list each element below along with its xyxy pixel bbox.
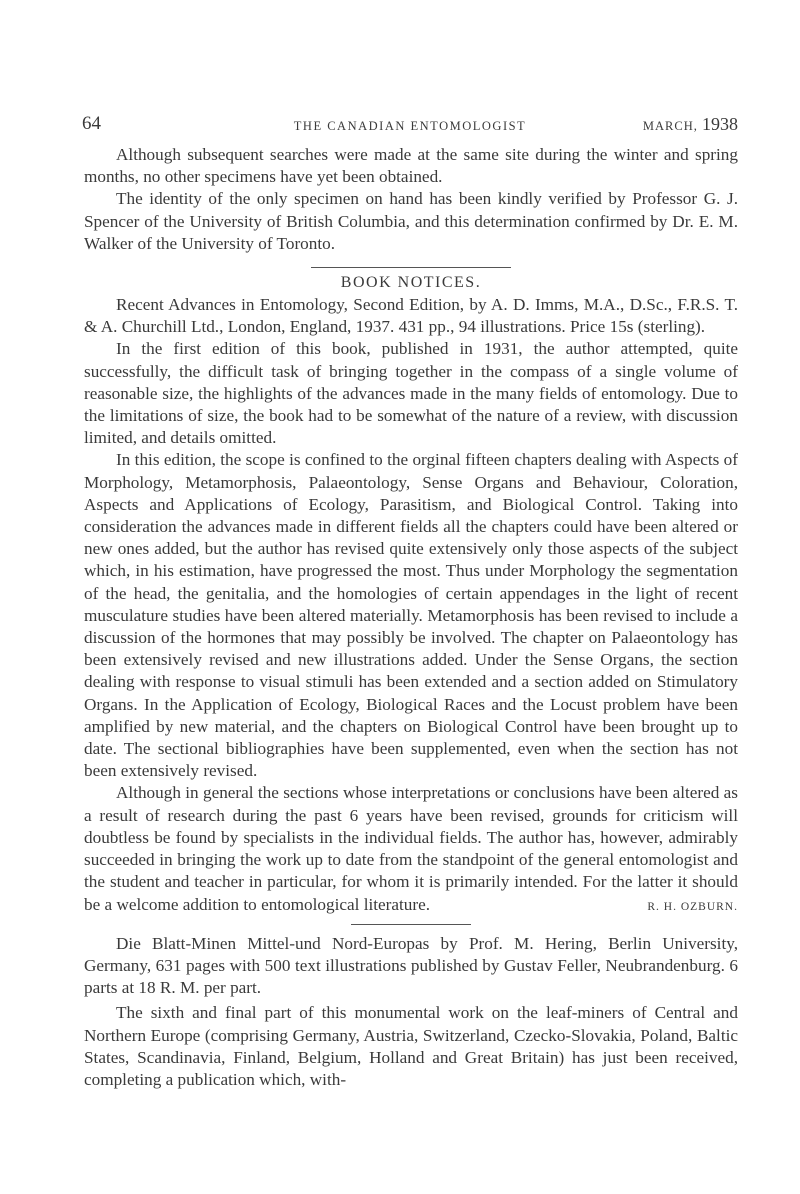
review-paragraph-text: Although in general the sections whose interpretations or conclusions have been altered as a result of research during the past 6 years have been revised, grounds for criticism will doubtless be found by specialists in the individual fields. The author has, however, admirably succeeded in bringing the work up to date from the standpoint of the general entomologist and the student and teacher in particular, for whom it is primarily intended. For the latter it should be a welcome addition to entomological literature.: [84, 783, 738, 914]
article-body: [84, 144, 738, 1091]
page-number: 64: [82, 113, 101, 134]
review-paragraph: In this edition, the scope is confined to the orginal fifteen chapters dealing with Aspects of Morphology, Metamorphosis, Palaeontology, Sense Organs and Behaviour, Coloration, Aspects and Applications of Ecology, Parasitism, and Biological Control. Taking into consideration the advances made in different fields all the chapters could have been altered or new ones added, but the author has revised quite extensively only those aspects of the subject which, in his estimation, have progressed the most. Thus under Morphology the segmentation of the head, the genitalia, and the homologies of certain appendages in the light of recent musculature studies have been altered materially. Metamorphosis has been revised to include a discussion of the hormones that may possibly be involved. The chapter on Palaeontology has been extensively revised and new illustrations added. Under the Sense Organs, the section dealing with response to visual stimuli has been extended and a section added on Stimulatory Organs. In the Application of Ecology, Biological Races and the Locust problem have been amplified by new material, and the chapters on Biological Control have been brought up to date. The sectional bibliographies have been supplemented, even when the section has not been extensively revised.: [84, 450, 738, 781]
review-citation: Die Blatt-Minen Mittel-und Nord-Europas by Prof. M. Hering, Berlin University, Germany, 631 pages with 500 text illustrations published by Gustav Feller, Neubrandenburg. 6 parts at 18 R. M. per part.: [84, 933, 738, 998]
issue-year: 1938: [702, 114, 738, 134]
review-citation: Recent Advances in Entomology, Second Edition, by A. D. Imms, M.A., D.Sc., F.R.S. T. & A. Churchill Ltd., London, England, 1937. 431 pp., 94 illustrations. Price 15s (sterling).: [84, 295, 738, 337]
journal-title: THE CANADIAN ENTOMOLOGIST: [293, 119, 527, 133]
reviewer-signature: R. H. OZBURN.: [647, 900, 738, 913]
review-paragraph: [84, 782, 738, 915]
issue-date: [643, 112, 738, 138]
section-divider: [311, 267, 511, 268]
intro-paragraph: Although subsequent searches were made at the same site during the winter and spring months, no other specimens have yet been obtained.: [84, 145, 738, 187]
review-paragraph: In the first edition of this book, published in 1931, the author attempted, quite successfully, the difficult task of bringing together in the compass of a single volume of reasonable size, the highlights of the advances made in the many fields of entomology. Due to the limitations of size, the book had to be somewhat of the nature of a review, with discussion limited, and details omitted.: [84, 339, 738, 448]
review-paragraph: The sixth and final part of this monumental work on the leaf-miners of Central and Northern Europe (comprising Germany, Austria, Switzerland, Czecko-Slovakia, Poland, Baltic States, Scandinavia, Finland, Belgium, Holland and Great Britain) has just been received, completing a publication which, with-: [84, 1003, 738, 1089]
review-divider: [351, 924, 471, 925]
section-title: BOOK NOTICES.: [340, 274, 482, 292]
intro-paragraph: The identity of the only specimen on hand has been kindly verified by Professor G. J. Spencer of the University of British Columbia, and this determination confirmed by Dr. E. M. Walker of the University of Toronto.: [84, 189, 738, 253]
issue-month: MARCH,: [642, 119, 698, 133]
